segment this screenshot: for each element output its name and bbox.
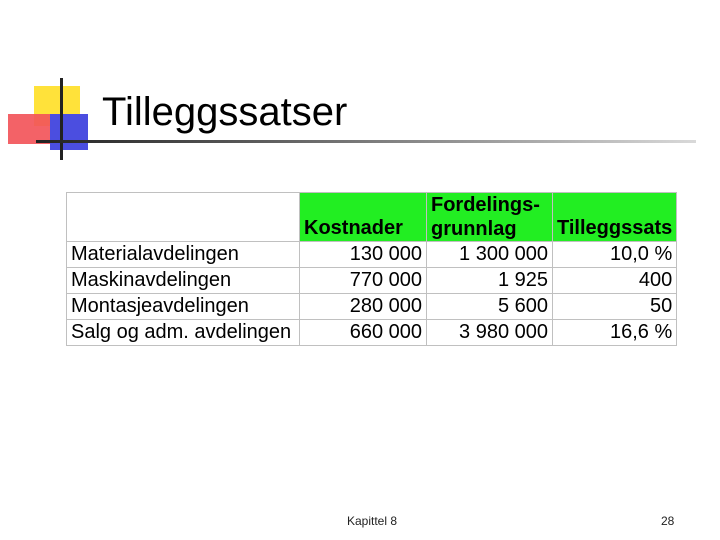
- header-tilleggssats: Tilleggssats: [553, 193, 677, 242]
- header-fordelingsgrunnlag: [427, 193, 553, 242]
- title-underline: [36, 140, 696, 143]
- header-fordelings-line2: grunnlag: [431, 218, 517, 240]
- header-fordelings-line1: Fordelings-: [431, 194, 540, 216]
- table-row: [67, 268, 677, 294]
- header-kostnader: Kostnader: [300, 193, 427, 242]
- table-row: [67, 320, 677, 346]
- decorative-logo: [0, 0, 110, 170]
- row-label: Salg og adm. avdelingen: [67, 320, 300, 346]
- logo-vertical-line: [60, 78, 63, 160]
- row-label: Maskinavdelingen: [67, 268, 300, 294]
- cell-grunnlag: 5 600: [427, 294, 553, 320]
- cell-grunnlag: 1 925: [427, 268, 553, 294]
- cell-kostnader: 130 000: [300, 242, 427, 268]
- page-number: 28: [661, 514, 675, 528]
- cell-sats: 10,0 %: [553, 242, 677, 268]
- header-blank-cell: [67, 193, 300, 242]
- cell-sats: 400: [553, 268, 677, 294]
- cell-sats: 16,6 %: [553, 320, 677, 346]
- slide-title: Tilleggssatser: [102, 90, 348, 134]
- tilleggssatser-table: [66, 192, 677, 346]
- table-header-row: [67, 193, 677, 242]
- cell-grunnlag: 3 980 000: [427, 320, 553, 346]
- cell-sats: 50: [553, 294, 677, 320]
- table-row: [67, 242, 677, 268]
- footer-chapter: Kapittel 8: [347, 514, 398, 528]
- row-label: Montasjeavdelingen: [67, 294, 300, 320]
- row-label: Materialavdelingen: [67, 242, 300, 268]
- cell-kostnader: 770 000: [300, 268, 427, 294]
- cell-kostnader: 660 000: [300, 320, 427, 346]
- logo-blue-square: [50, 114, 88, 150]
- cell-kostnader: 280 000: [300, 294, 427, 320]
- table-row: [67, 294, 677, 320]
- cell-grunnlag: 1 300 000: [427, 242, 553, 268]
